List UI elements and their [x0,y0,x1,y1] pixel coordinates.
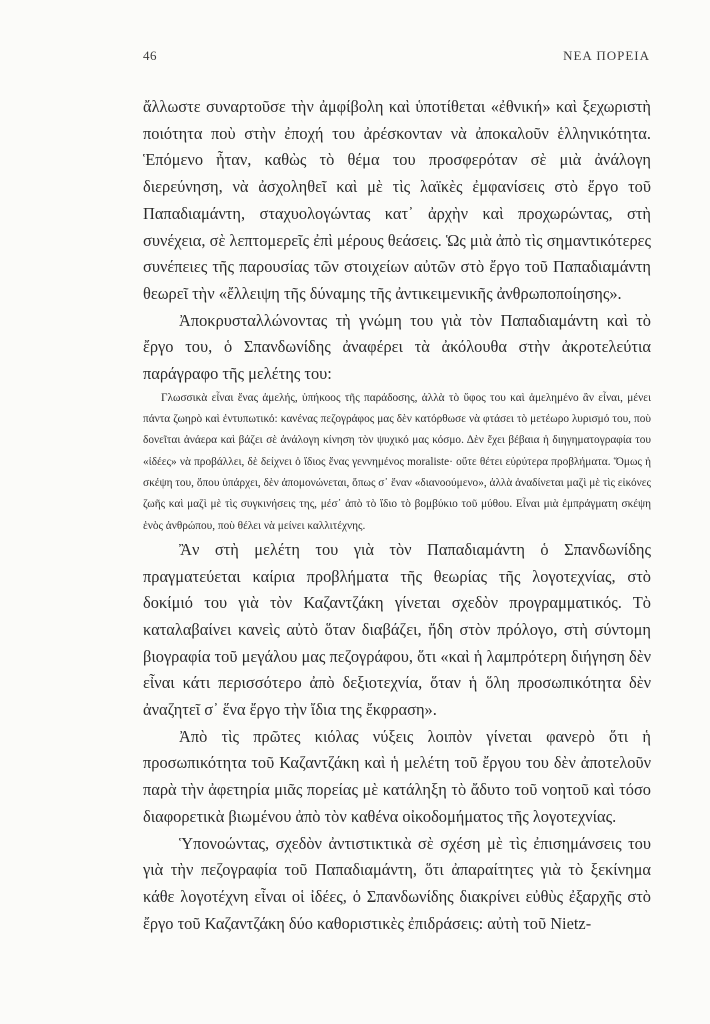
paragraph: Ἀποκρυσταλλώνοντας τὴ γνώμη του γιὰ τὸν Παπαδιαμάντη καὶ τὸ ἔργο του, ὁ Σπανδωνίδης ἀναφέρει τὰ ἀκόλουθα στὴν ἀκροτελεύτια παράγραφο τῆς μελέτης του: [143,310,651,384]
quote-text: Γλωσσικὰ εἶναι ἕνας ἀμελής, ὑπήκοος τῆς παράδοσης, ἀλλὰ τὸ ὕφος του καὶ ἀμελημένο ἂν εἶναι, μένει πάντα ζωηρὸ καὶ ἐντυπωτικό: κανένας πεζογράφος μας δὲν κατόρθωσε νὰ φτάσει τὸ μετέωρο λυρισμό του, ποὺ δονεῖται ἀνάερα καὶ βάζει σὲ ἀνάλογη κίνηση τὸν ψυχικό μας κόσμο. Δὲν ἔχει βέβαια ἡ διηγηματογραφία του «ἰδέες» νὰ προβάλλει, δὲ δείχνει ὁ ἴδιος ἕνας γεννημένος moraliste· οὔτε θέτει εὐρύτερα προβλήματα. Ὅμως ἡ σκέψη του, ὅπου ὑπάρχει, δὲν ἀπομονώνεται, ὅπως σ᾽ ἕναν «διανοούμενο», ἀλλὰ ἀναδίνεται μαζὶ μὲ τὶς εἰκόνες ζωῆς καὶ μαζὶ μὲ τὶς συγκινήσεις της, μέσ᾽ ἀπὸ τὸ ἴδιο τὸ βομβύκιο τοῦ μύθου. Εἶναι μιὰ ἐμπράγματη σκέψη ἑνὸς ἀνθρώπου, ποὺ θέλει νὰ μείνει καλλιτέχνης. [143,391,651,532]
paragraph: ἄλλωστε συναρτοῦσε τὴν ἀμφίβολη καὶ ὑποτίθεται «ἐθνική» καὶ ξεχωριστὴ ποιότητα ποὺ στὴν ἐποχή του ἀρέσκονταν νὰ ἀποκαλοῦν ἑλληνικότητα. Ἑπόμενο ἦταν, καθὼς τὸ θέμα του προσφερόταν σὲ μιὰ ἀνάλογη διερεύνηση, νὰ ἀσχοληθεῖ καὶ μὲ τὶς λαϊκὲς ἐμφανίσεις στὸ ἔργο τοῦ Παπαδιαμάντη, σταχυολογώντας κατ᾽ ἀρχὴν καὶ προχωρώντας, στὴ συνέχεια, σὲ λεπτομερεῖς ἐπὶ μέρους θεάσεις. Ὡς μιὰ ἀπὸ τὶς σημαντικότερες συνέπειες τῆς παρουσίας τῶν στοιχείων αὐτῶν στὸ ἔργο τοῦ Παπαδιαμάντη θεωρεῖ τὴν «ἔλλειψη τῆς δύναμης τῆς ἀντικειμενικῆς ἀνθρωποποίησης». [143,97,651,303]
paragraph: Ἂν στὴ μελέτη του γιὰ τὸν Παπαδιαμάντη ὁ Σπανδωνίδης πραγματεύεται καίρια προβλήματα τῆς θεωρίας τῆς λογοτεχνίας, στὸ δοκίμιό του γιὰ τὸν Καζαντζάκη γίνεται σχεδὸν προγραμματικός. Τὸ καταλαβαίνει κανεὶς αὐτὸ ὅταν διαβάζει, ἤδη στὸν πρόλογο, στὴ σύντομη βιογραφία τοῦ μεγάλου μας πεζογράφου, ὅτι «καὶ ἡ λαμπρότερη διήγηση δὲν εἶναι κάτι περισσότερο ἀπὸ δεξιοτεχνία, ὅταν ἡ ὅλη προσωπικότητα δὲν ἀναζητεῖ σ᾽ ἕνα ἔργο τὴν ἴδια της ἔκφραση». [143,539,651,720]
body-text [143,94,651,937]
running-title: ΝΕΑ ΠΟΡΕΙΑ [563,48,650,63]
paragraph: Ὑπονοώντας, σχεδὸν ἀντιστικτικὰ σὲ σχέση μὲ τὶς ἐπισημάνσεις του γιὰ τὴν πεζογραφία τοῦ Παπαδιαμάντη, ὅτι ἀπαραίτητες γιὰ τὸ ξεκίνημα κάθε λογοτέχνη εἶναι οἱ ἰδέες, ὁ Σπανδωνίδης διακρίνει εὐθὺς ἐξαρχῆς στὸ ἔργο τοῦ Καζαντζάκη δύο καθοριστικὲς ἐπιδράσεις: αὐτὴ τοῦ Nietz- [143,833,651,933]
paragraph: Ἀπὸ τὶς πρῶτες κιόλας νύξεις λοιπὸν γίνεται φανερὸ ὅτι ἡ προσωπικότητα τοῦ Καζαντζάκη καὶ ἡ μελέτη τοῦ ἔργου του δὲν ἀποτελοῦν παρὰ τὴν ἀφετηρία μιᾶς πορείας μὲ κατάληξη τὸ ἄδυτο τοῦ νοητοῦ καὶ τόσο διαφορετικὰ βιωμένου ἀπὸ τὸν καθένα οἰκοδομήματος τῆς λογοτεχνίας. [143,726,651,826]
page-header [143,48,650,70]
block-quote [143,388,651,537]
page-number: 46 [143,48,157,63]
